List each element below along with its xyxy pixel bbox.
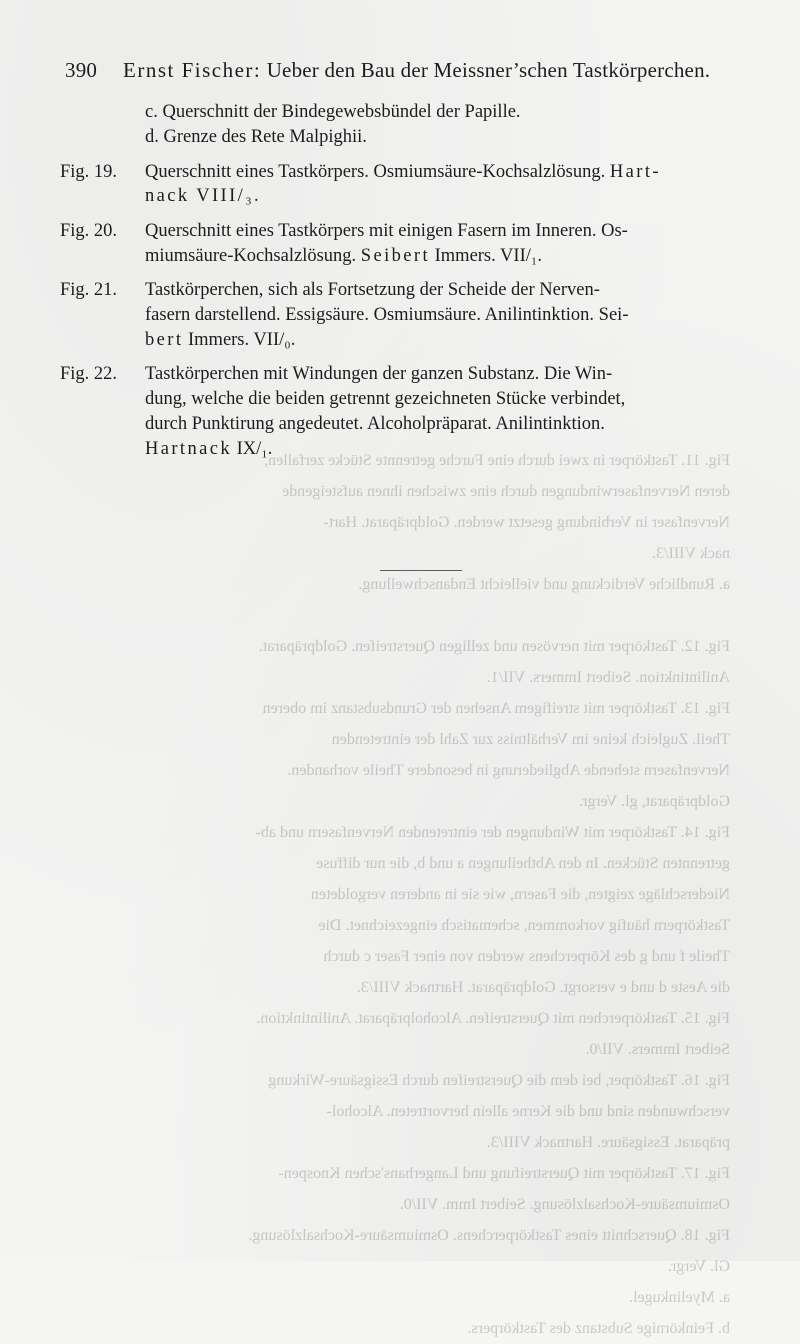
fig-21-text-line-2: fasern darstellend. Essigsäure. Osmiumsäure. Anilintinktion. Sei- xyxy=(145,305,629,325)
section-divider xyxy=(380,570,462,571)
legend-item-d: d. Grenze des Rete Malpighii. xyxy=(145,127,367,147)
fig-20-text-line-1: Querschnitt eines Tastkörpers mit einigen Fasern im Inneren. Os- xyxy=(145,221,628,241)
fig-22-text-line-4: Hartnack IX/₁. xyxy=(145,439,273,459)
bleed-through-text: Fig. 11. Tastkörper in zwei durch eine Furche getrennte Stücke zerfallen, deren Nervenfaserwindungen durch eine zwischen ihnen aufsteigende Nervenfaser in Verbindung gesetzt werden. Goldpräparat. Hart- nack VIII/3. a. Rundliche Verdickung und vielleicht Endanschwellung. Fig. 12. Tastkörper mit nervösen und zelligen Querstreifen. Goldpräparat. Anilintinktion. Seibert Immers. VII/1. Fig. 13. Tastkörper mit streifigem Ansehen der Grundsubstanz im oberen Theil. Zugleich keine im Verhältniss zur Zahl der eintretenden Nervenfasern stehende Abgliederung in besondere Theile vorhanden. Goldpräparat, gl. Vergr. Fig. 14. Tastkörper mit Windungen der eintretenden Nervenfasern und ab- getrennten Stücken. In den Abtheilungen a und b, die nur diffuse Niederschläge zeigten, die Fasern, wie sie in anderen vergoldeten Tastkörpern häufig vorkommen, schematisch eingezeichnet. Die Theile f und g des Körperchens werden von einer Faser c durch die Aeste d und e versorgt. Goldpräparat. Hartnack VIII/3. Fig. 15. Tastkörperchen mit Querstreifen. Alcoholpräparat. Anilintinktion. Seibert Immers. VII/0. Fig. 16. Tastkörper, bei dem die Querstreifen durch Essigsäure-Wirkung verschwunden sind und die Kerne allein hervortreten. Alcohol- präparat. Essigsäure. Hartnack VIII/3. Fig. 17. Tastkörper mit Querstreifung und Langerhans'schen Knospen- Osmiumsäure-Kochsalzlösung. Seibert Imm. VII/0. Fig. 18. Querschnitt eines Tastkörperchens. Osmiumsäure-Kochsalzlösung. Gl. Vergr. a. Myelinkugel. b. Feinkörnige Substanz des Tastkörpers. xyxy=(248,452,730,1337)
fig-19-label: Fig. 19. xyxy=(60,162,118,182)
legend-item-c: c. Querschnitt der Bindegewebsbündel der Papille. xyxy=(145,102,521,122)
fig-19-text-line-1: Querschnitt eines Tastkörpers. Osmiumsäure-Kochsalzlösung. Hart- xyxy=(145,162,661,182)
author-name: Ernst Fischer: xyxy=(123,58,262,82)
fig-21-text-line-1: Tastkörperchen, sich als Fortsetzung der Scheide der Nerven- xyxy=(145,280,600,300)
fig-20-label: Fig. 20. xyxy=(60,221,118,241)
fig-22-text-line-1: Tastkörperchen mit Windungen der ganzen Substanz. Die Win- xyxy=(145,364,613,384)
running-title xyxy=(123,58,710,83)
fig-20-text-line-2: miumsäure-Kochsalzlösung. Seibert Immers. VII/₁. xyxy=(145,246,542,266)
fig-22-text-line-3: durch Punktirung angedeutet. Alcoholpräparat. Anilintinktion. xyxy=(145,414,605,434)
fig-22-label: Fig. 22. xyxy=(60,364,118,384)
fig-22-text-line-2: dung, welche die beiden getrennt gezeichneten Stücke verbindet, xyxy=(145,389,626,409)
fig-21-text-line-3: bert Immers. VII/₀. xyxy=(145,330,296,350)
article-title: Ueber den Bau der Meissner’schen Tastkörperchen. xyxy=(266,58,711,82)
page-header xyxy=(65,52,735,92)
fig-21-label: Fig. 21. xyxy=(60,280,118,300)
fig-19-text-line-2: nack VIII/₃. xyxy=(145,186,262,206)
page-number: 390 xyxy=(65,58,98,82)
